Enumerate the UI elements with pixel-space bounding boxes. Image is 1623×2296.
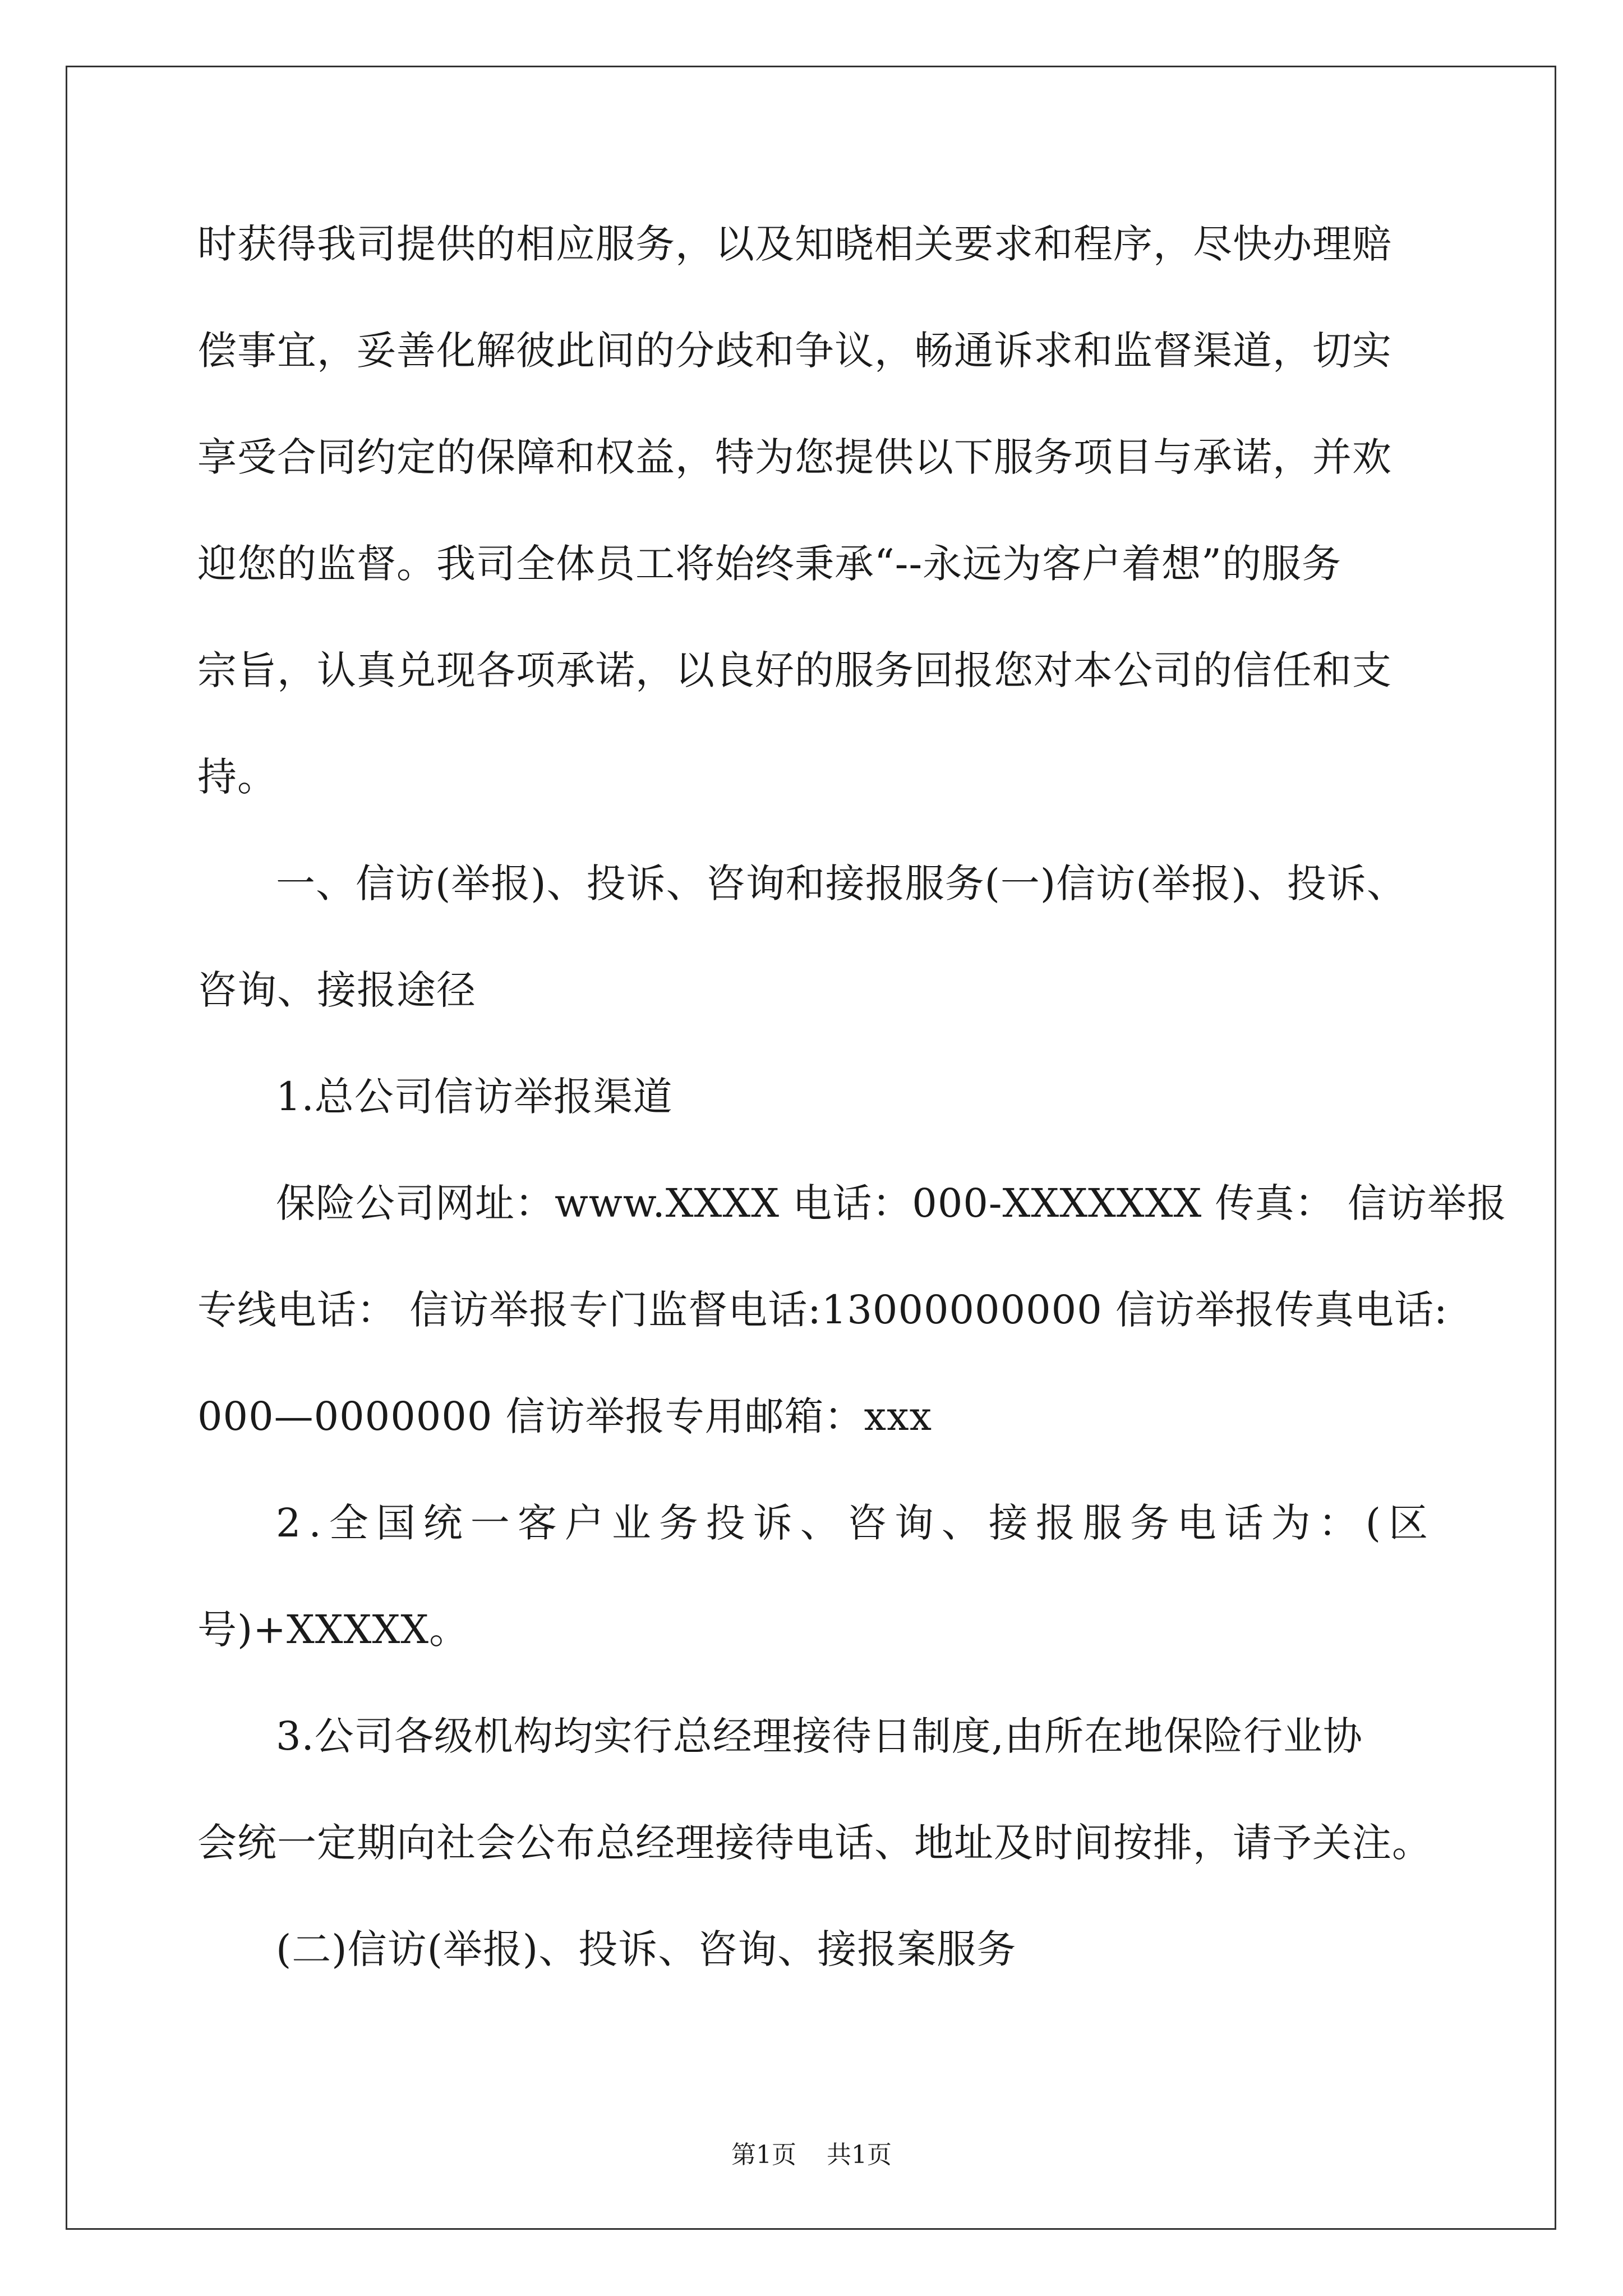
- paragraph-line: 偿事宜，妥善化解彼此间的分歧和争议，畅通诉求和监督渠道，切实: [197, 328, 1392, 374]
- list-item-continued: 号)+XXXXX。: [197, 1607, 469, 1653]
- paragraph-line: 时获得我司提供的相应服务，以及知晓相关要求和程序，尽快办理赔: [197, 221, 1392, 267]
- list-item: 3.公司各级机构均实行总经理接待日制度,由所在地保险行业协: [276, 1713, 1363, 1759]
- subsection-heading: (二)信访(举报)、投诉、咨询、接报案服务: [276, 1926, 1017, 1972]
- paragraph-line: 享受合同约定的保障和权益，特为您提供以下服务项目与承诺，并欢: [197, 434, 1392, 480]
- contact-line: 专线电话： 信访举报专门监督电话:13000000000 信访举报传真电话:: [197, 1287, 1448, 1333]
- page-footer: [0, 2138, 1623, 2172]
- section-heading-continued: 咨询、接报途径: [197, 967, 476, 1013]
- list-item: 2.全国统一客户业务投诉、咨询、接报服务电话为：(区: [276, 1500, 1436, 1546]
- list-item-heading: 1.总公司信访举报渠道: [276, 1074, 673, 1120]
- paragraph-line: 迎您的监督。我司全体员工将始终秉承“--永远为客户着想”的服务: [197, 541, 1341, 587]
- paragraph-line: 宗旨，认真兑现各项承诺，以良好的服务回报您对本公司的信任和支: [197, 647, 1392, 693]
- page-number: 第1页: [731, 2141, 796, 2169]
- document-body: [197, 213, 1507, 2025]
- section-heading: 一、信访(举报)、投诉、咨询和接报服务(一)信访(举报)、投诉、: [276, 861, 1407, 907]
- contact-line: 保险公司网址：www.XXXX 电话：000-XXXXXXX 传真： 信访举报: [276, 1180, 1507, 1226]
- list-item-continued: 会统一定期向社会公布总经理接待电话、地址及时间按排，请予关注。: [197, 1820, 1432, 1866]
- page-total: 共1页: [827, 2141, 892, 2169]
- contact-line: 000—0000000 信访举报专用邮箱：xxx: [197, 1393, 933, 1439]
- paragraph-line: 持。: [197, 754, 277, 800]
